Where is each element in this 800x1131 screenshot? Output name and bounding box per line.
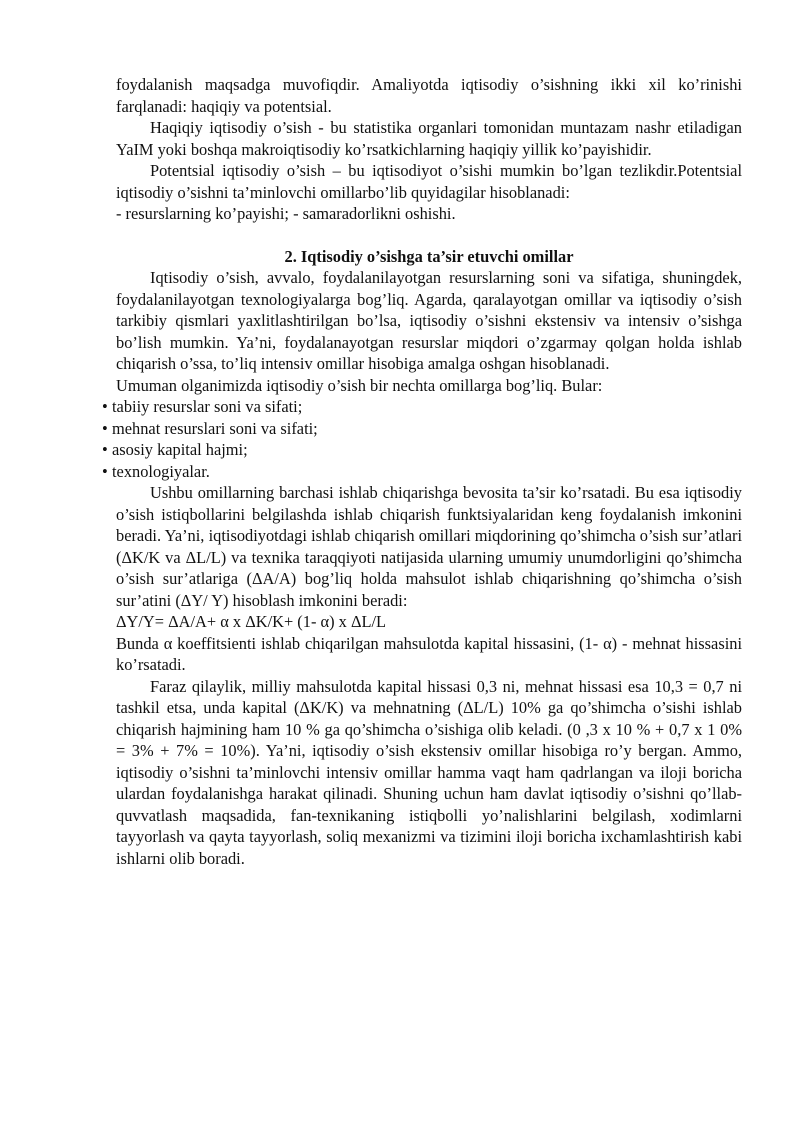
list-item: • asosiy kapital hajmi; <box>102 440 248 459</box>
list-item: • texnologiyalar. <box>102 461 210 481</box>
bullet-icon: • <box>102 397 108 416</box>
paragraph-potential-growth: Potentsial iqtisodiy o’sish – bu iqtisodiyot o’sishi mumkin bo’lgan tezlikdir.Potentsial iqtisodiy o’sishni ta’minlovchi omillarbo’lib quyidagilar hisoblanadi: <box>116 161 742 202</box>
bullet-icon: • <box>102 440 108 459</box>
section-heading: 2. Iqtisodiy o’sishga ta’sir etuvchi omillar <box>284 246 574 266</box>
paragraph-production-factors: Ushbu omillarning barchasi ishlab chiqarishga bevosita ta’sir ko’rsatadi. Bu esa iqtisodiy o’sish istiqbollarini belgilashda ishlab chiqarish funktsiyalaridan keng foydalanish imkonini beradi. Ya’ni, iqtisodiyotdagi ishlab chiqarish omillari miqdorining qo’shimcha o’sish sur’atlari (ΔK/K va ΔL/L) va texnika taraqqiyoti natijasida ularning umumiy unumdorligini qo’shimcha o’sish sur’atlariga (ΔA/A) bog’liq holda mahsulot ishlab chiqarishning qo’shimcha o’sish sur’atini (ΔY/ Y) hisoblash imkonini beradi: <box>116 483 742 610</box>
list-item: • mehnat resurslari soni va sifati; <box>102 418 318 438</box>
bullet-icon: • <box>102 418 108 438</box>
paragraph-actual-growth: Haqiqiy iqtisodiy o’sish - bu statistika organlari tomonidan muntazam nashr etiladigan YaIM yoki boshqa makroiqtisodiy ko’rsatkichlarning haqiqiy yillik ko’payishidir. <box>116 118 742 159</box>
paragraph-potential-factors: - resurslarning ko’payishi; - samaradorlikni oshishi. <box>116 204 456 223</box>
paragraph-example: Faraz qilaylik, milliy mahsulotda kapital hissasi 0,3 ni, mehnat hissasi esa 10,3 = 0,7 ni tashkil etsa, unda kapital (ΔK/K) va mehnatning (ΔL/L) 10% ga qo’shimcha o’sishi ishlab chiqarish hajmining ham 10 % ga qo’shimcha o’sishiga olib keladi. (0 ,3 x 10 % + 0,7 x 1 0% = 3% + 7% = 10%). Ya’ni, iqtisodiy o’sish ekstensiv omillar hisobiga ro’y bergan. Ammo, iqtisodiy o’sishni ta’minlovchi intensiv omillar hamma vaqt ham qadrlangan va iloji boricha ulardan foydalanishga harakat qilinadi. Shuning uchun ham davlat iqtisodiy o’sishni qo’llab-quvvatlash maqsadida, fan-texnikaning istiqbolli yo’nalishlarini belgilash, xodimlarni tayyorlash va qayta tayyorlash, soliq mexanizmi va tizimini iloji boricha ixchamlashtirish kabi ishlarni olib boradi. <box>116 676 742 868</box>
bullet-icon: • <box>102 461 108 481</box>
paragraph-alpha-coefficient: Bunda α koeffitsienti ishlab chiqarilgan mahsulotda kapital hissasini, (1- α) - mehnat hissasini ko’rsatadi. <box>116 633 742 674</box>
paragraph-factors-intro: Umuman olganimizda iqtisodiy o’sish bir nechta omillarga bog’liq. Bular: <box>116 375 603 395</box>
paragraph-growth-resources: Iqtisodiy o’sish, avvalo, foydalanilayotgan resurslarning soni va sifatiga, shuningdek, foydalanilayotgan texnologiyalarga bog’liq. Agarda, qaralayotgan omillar va iqtisodiy o’sish tarkibiy qismlari yaxlitlashtirilgan bo’lsa, iqtisodiy o’sishni ekstensiv va intensiv o’sishga bo’lish mumkin. Ya’ni, foydalanayotgan resurslar miqdori o’zgarmay qolgan holda ishlab chiqarish o’ssa, to’liq intensiv omillar hisobiga amalga oshgan hisoblanadi. <box>116 268 742 373</box>
list-item: • tabiiy resurslar soni va sifati; <box>102 397 303 416</box>
paragraph-intro: foydalanish maqsadga muvofiqdir. Amaliyotda iqtisodiy o’sishning ikki xil ko’rinishi farqlanadi: haqiqiy va potentsial. <box>116 75 742 116</box>
growth-formula: ΔY/Y= ΔA/A+ α x ΔK/K+ (1- α) x ΔL/L <box>116 612 387 631</box>
factors-list <box>102 396 742 482</box>
